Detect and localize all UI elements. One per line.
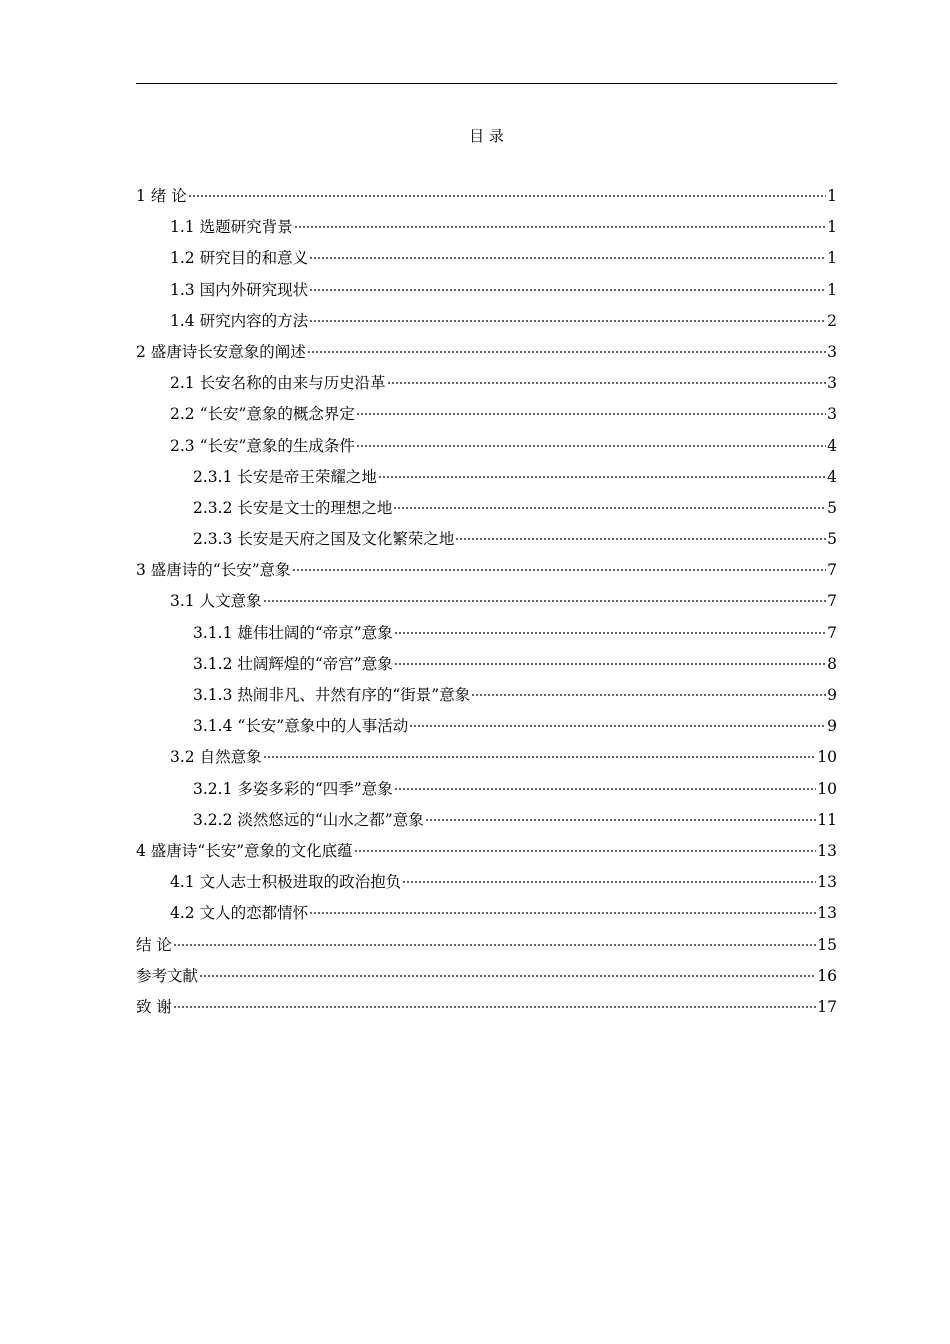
toc-entry-label: 2.3 “长安”意象的生成条件 [170,436,355,455]
toc-entry-label: 3.2.1 多姿多彩的“四季”意象 [193,779,393,798]
toc-entry-label: 1.3 国内外研究现状 [170,280,309,299]
toc-dot-leader [425,819,817,821]
toc-entry[interactable] [136,275,837,306]
toc-dot-leader [188,195,826,197]
toc-entry-page-number: 7 [827,561,837,580]
toc-entry-label: 2 盛唐诗长安意象的阐述 [136,342,306,361]
toc-entry[interactable] [136,680,837,711]
toc-entry-page-number: 17 [817,997,837,1016]
toc-dot-leader [394,663,826,665]
toc-entry-page-number: 2 [827,311,837,330]
toc-entry-label: 参考文献 [136,966,199,985]
toc-entry[interactable] [136,368,837,399]
toc-entry[interactable] [136,586,837,617]
toc-entry[interactable] [136,992,837,1023]
toc-entry-label: 致 谢 [136,997,172,1016]
toc-entry[interactable] [136,649,837,680]
toc-entry-page-number: 13 [817,873,837,892]
toc-entry[interactable] [136,774,837,805]
toc-entry-label: 4 盛唐诗“长安”意象的文化底蕴 [136,841,353,860]
toc-entry-page-number: 1 [827,249,837,268]
toc-entry-page-number: 9 [827,686,837,704]
toc-entry-page-number: 3 [827,374,837,393]
toc-entry-label: 1.1 选题研究背景 [170,218,293,237]
toc-entry-label: 1.4 研究内容的方法 [170,311,309,330]
toc-entry-label: 2.3.1 长安是帝王荣耀之地 [193,467,377,486]
table-of-contents [136,181,837,1023]
toc-dot-leader [292,569,826,571]
toc-entry-page-number: 1 [827,187,837,205]
toc-entry-page-number: 4 [827,467,837,486]
toc-entry-page-number: 3 [827,405,837,424]
toc-entry-page-number: 1 [827,218,837,237]
toc-entry-page-number: 13 [817,904,837,923]
toc-dot-leader [356,413,826,415]
toc-entry[interactable] [136,805,837,836]
toc-dot-leader [378,476,826,478]
toc-dot-leader [393,507,826,509]
toc-entry-page-number: 10 [817,779,837,798]
toc-dot-leader [387,382,827,384]
toc-entry[interactable] [136,898,837,929]
toc-dot-leader [263,756,817,758]
header-rule [136,83,837,84]
toc-dot-leader [455,538,826,540]
toc-entry-label: 结 论 [136,935,172,954]
toc-entry-label: 3.1.4 “长安”意象中的人事活动 [193,717,409,736]
toc-entry-page-number: 5 [827,530,837,549]
toc-dot-leader [471,694,826,696]
toc-dot-leader [294,226,827,228]
toc-entry-page-number: 13 [817,841,837,860]
toc-dot-leader [309,320,826,322]
toc-entry[interactable] [136,867,837,898]
toc-entry-page-number: 11 [817,810,837,829]
toc-entry-page-number: 15 [817,935,837,954]
toc-entry[interactable] [136,306,837,337]
toc-entry[interactable] [136,961,837,992]
toc-entry[interactable] [136,243,837,274]
toc-entry-page-number: 7 [827,623,837,642]
toc-entry-label: 3 盛唐诗的“长安”意象 [136,561,291,580]
toc-entry-label: 4.2 文人的恋都情怀 [170,904,309,923]
toc-dot-leader [309,257,826,259]
toc-entry-label: 3.1.1 雄伟壮阔的“帝京”意象 [193,623,393,642]
toc-dot-leader [309,289,826,291]
toc-entry[interactable] [136,618,837,649]
toc-entry-page-number: 3 [827,342,837,361]
toc-entry-label: 3.1 人文意象 [170,592,262,611]
toc-title: 目 录 [469,127,504,145]
toc-entry-label: 2.1 长安名称的由来与历史沿革 [170,374,386,393]
toc-dot-leader [307,351,826,353]
toc-entry-page-number: 16 [817,966,837,985]
toc-entry-page-number: 10 [817,748,837,767]
toc-entry[interactable] [136,181,837,212]
toc-dot-leader [263,600,827,602]
toc-entry-label: 2.3.2 长安是文士的理想之地 [193,498,393,517]
toc-entry[interactable] [136,462,837,493]
toc-entry-label: 3.2 自然意象 [170,748,262,767]
toc-entry[interactable] [136,711,837,742]
toc-entry-page-number: 7 [827,592,837,611]
toc-entry[interactable] [136,212,837,243]
toc-dot-leader [394,632,826,634]
toc-entry[interactable] [136,930,837,961]
toc-entry-page-number: 5 [827,498,837,517]
toc-dot-leader [354,850,817,852]
toc-entry[interactable] [136,431,837,462]
toc-entry-page-number: 1 [827,280,837,299]
toc-entry[interactable] [136,524,837,555]
toc-dot-leader [199,975,816,977]
toc-entry[interactable] [136,555,837,586]
toc-dot-leader [173,944,816,946]
toc-dot-leader [409,725,826,727]
toc-dot-leader [356,445,826,447]
toc-entry-label: 3.1.3 热闹非凡、井然有序的“街景”意象 [193,686,471,704]
toc-entry[interactable] [136,836,837,867]
toc-dot-leader [402,881,816,883]
toc-dot-leader [173,1006,816,1008]
toc-entry[interactable] [136,742,837,773]
toc-entry-label: 1.2 研究目的和意义 [170,249,309,268]
toc-entry[interactable] [136,493,837,524]
toc-entry-label: 1 绪 论 [136,187,187,205]
toc-entry-page-number: 8 [827,654,837,673]
toc-entry-label: 2.3.3 长安是天府之国及文化繁荣之地 [193,530,455,549]
toc-entry-page-number: 9 [827,717,837,736]
toc-dot-leader [394,788,817,790]
toc-entry[interactable] [136,399,837,430]
toc-entry[interactable] [136,337,837,368]
toc-entry-label: 4.1 文人志士积极进取的政治抱负 [170,873,402,892]
toc-dot-leader [309,912,816,914]
toc-entry-label: 3.2.2 淡然悠远的“山水之都”意象 [193,810,424,829]
toc-entry-label: 3.1.2 壮阔辉煌的“帝宫”意象 [193,654,393,673]
toc-entry-label: 2.2 “长安”意象的概念界定 [170,405,355,424]
toc-entry-page-number: 4 [827,436,837,455]
